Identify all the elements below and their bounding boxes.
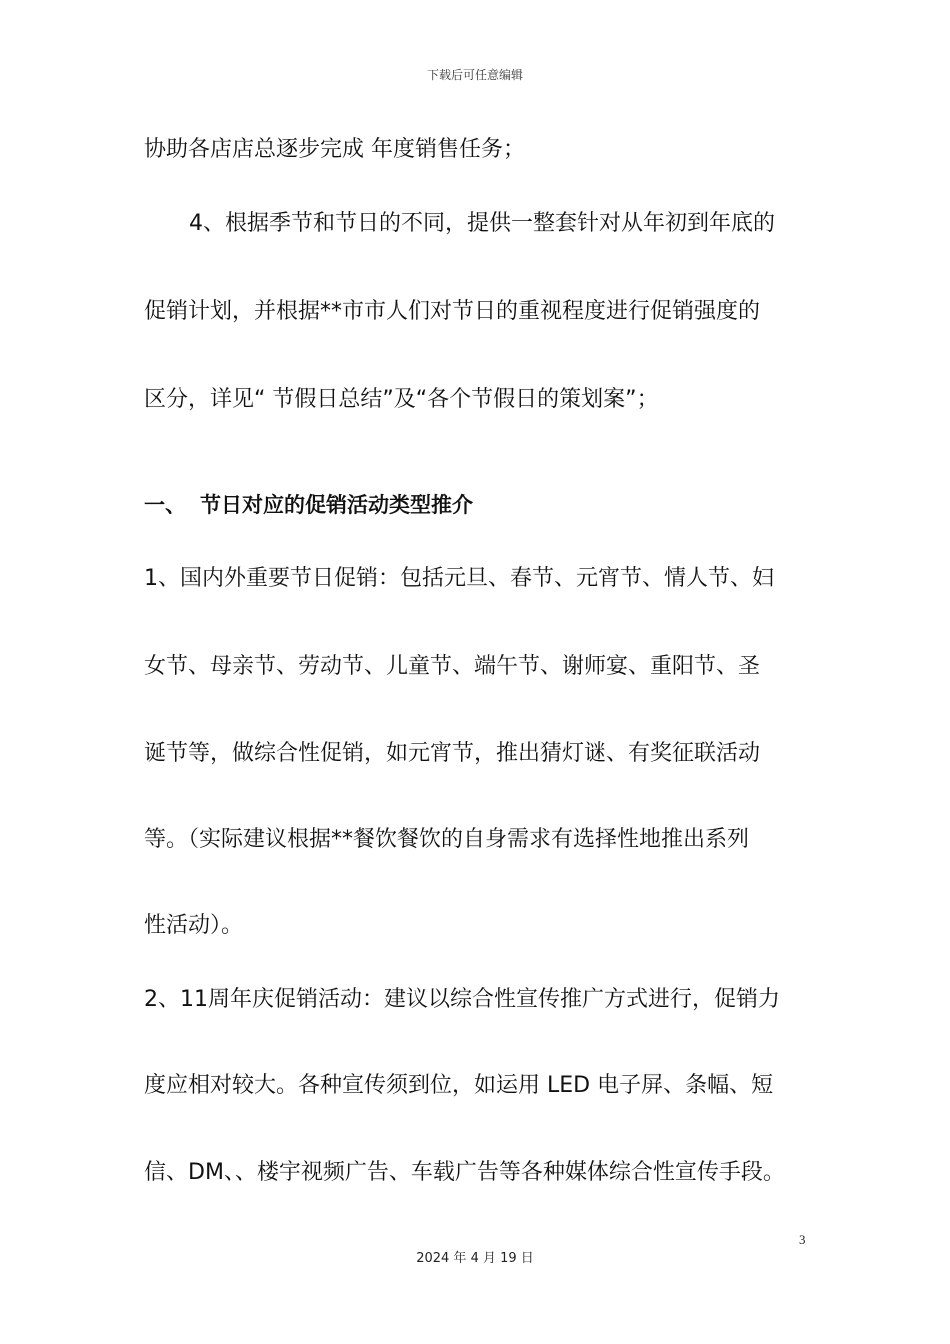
section-heading-title: 节日对应的促销活动类型推介 xyxy=(200,493,473,517)
paragraph-line: 协助各店店总逐步完成 年度销售任务； xyxy=(144,137,525,162)
page-header-note: 下载后可任意编辑 xyxy=(426,68,523,82)
paragraph-line: 诞节等，做综合性促销，如元宵节，推出猜灯谜、有奖征联活动 xyxy=(144,741,761,766)
paragraph-line: 性活动）。 xyxy=(144,913,244,938)
paragraph-line: 促销计划，并根据**市市人们对节日的重视程度进行促销强度的 xyxy=(144,299,761,324)
page-number: 3 xyxy=(799,1232,806,1247)
paragraph-line: 女节、母亲节、劳动节、儿童节、端午节、谢师宴、重阳节、圣 xyxy=(144,654,761,679)
page-date: 2024 年 4 月 19 日 xyxy=(416,1251,534,1266)
paragraph-line: 4、根据季节和节日的不同，提供一整套针对从年初到年底的 xyxy=(189,211,775,236)
paragraph-line: 2、11周年庆促销活动：建议以综合性宣传推广方式进行，促销力 xyxy=(144,987,780,1012)
paragraph-line: 信、DM、、楼宇视频广告、车载广告等各种媒体综合性宣传手段。 xyxy=(144,1160,785,1185)
paragraph-line: 等。（实际建议根据**餐饮餐饮的自身需求有选择性地推出系列 xyxy=(144,827,750,852)
section-heading xyxy=(144,491,473,519)
paragraph-line: 区分，详见“ 节假日总结”及“各个节假日的策划案”； xyxy=(144,387,659,412)
paragraph-line: 1、国内外重要节日促销：包括元旦、春节、元宵节、情人节、妇 xyxy=(144,566,774,591)
section-heading-number: 一、 xyxy=(144,493,186,517)
paragraph-line: 度应相对较大。各种宣传须到位，如运用 LED 电子屏、条幅、短 xyxy=(144,1073,774,1098)
